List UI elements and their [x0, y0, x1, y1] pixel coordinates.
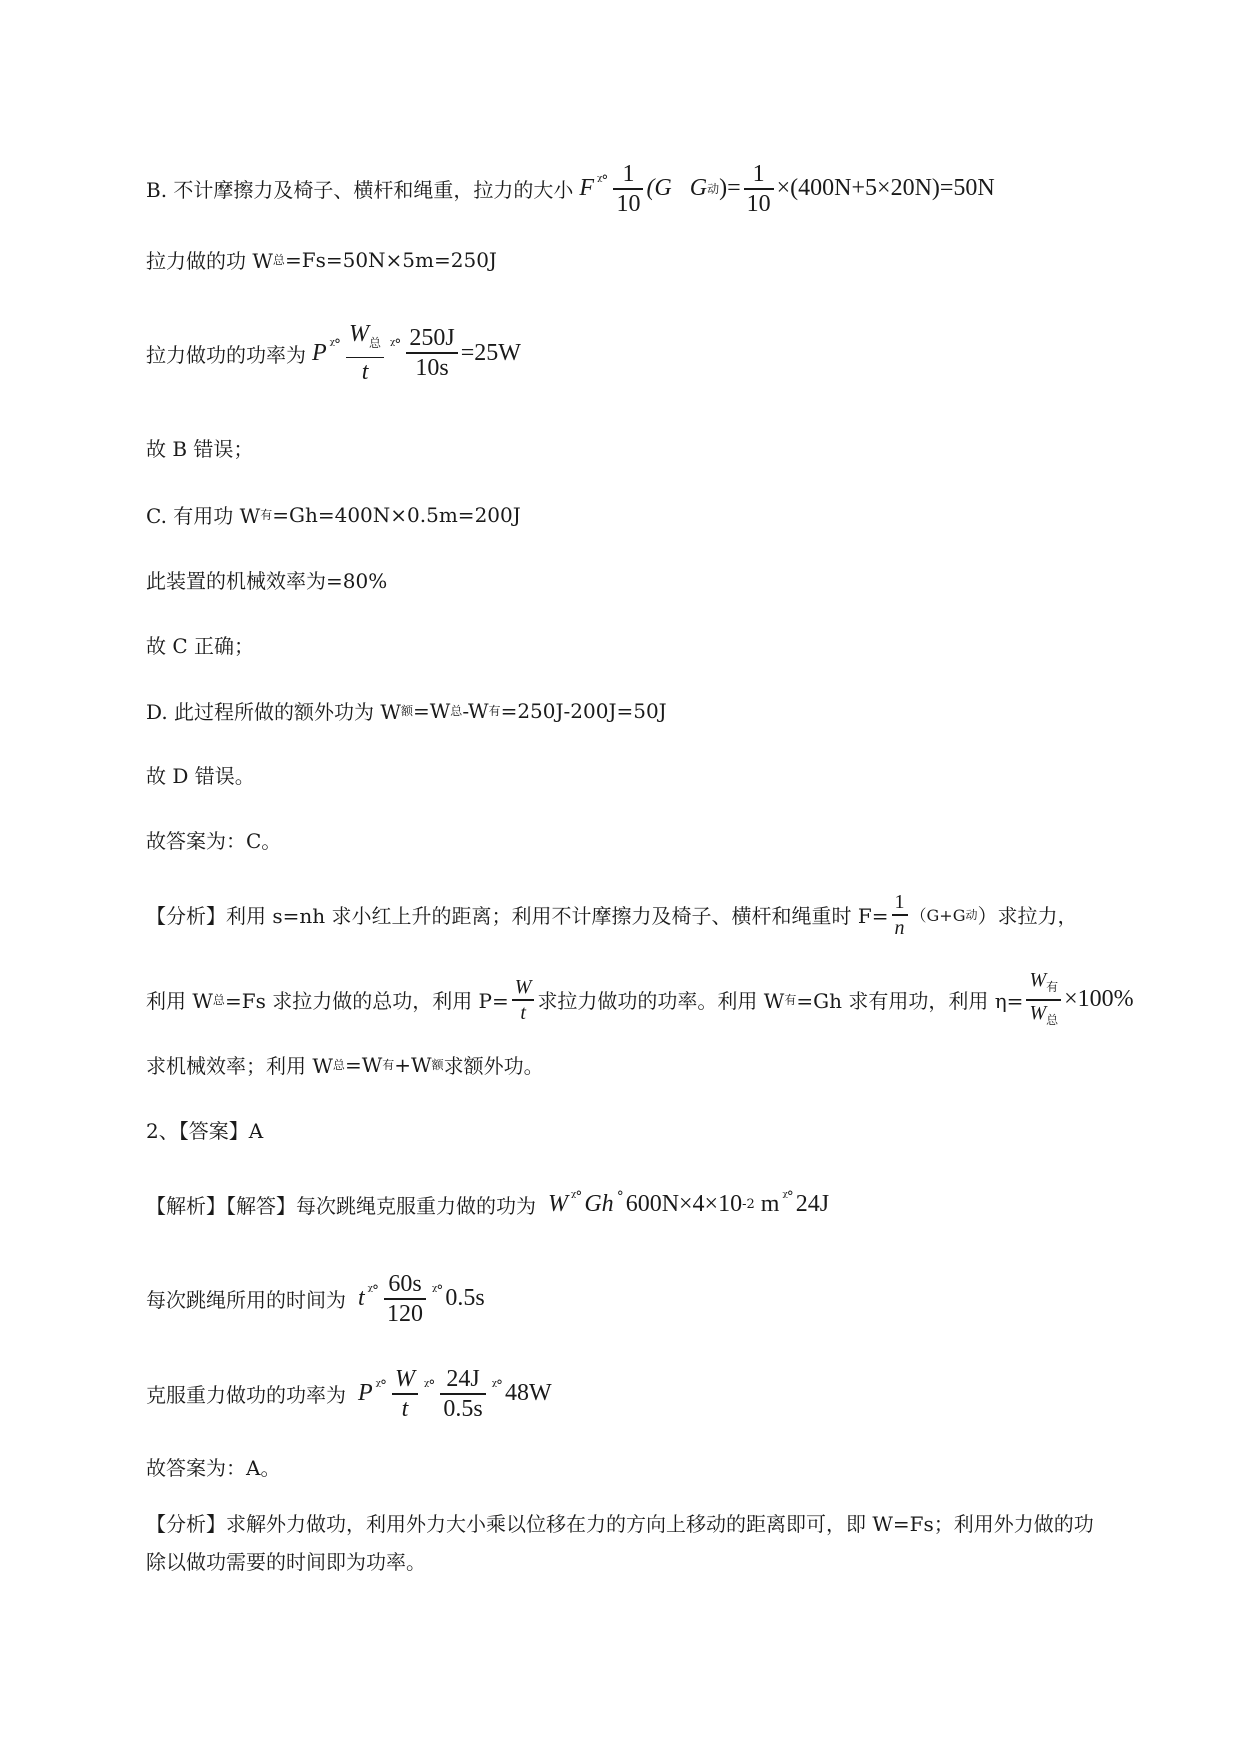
formula-text: )= — [719, 175, 741, 202]
work-text: 拉力做的功 W — [146, 249, 273, 273]
formula-text: 48W — [505, 1380, 552, 1407]
solution-text: 【解析】【解答】每次跳绳克服重力做的功为 — [146, 1194, 536, 1218]
subscript: 总 — [272, 253, 285, 267]
formula-symbol: ᵡ° — [329, 337, 341, 354]
fraction — [613, 160, 643, 218]
formula-P: P — [358, 1380, 373, 1407]
subscript: 额 — [400, 704, 413, 718]
analysis-text: （G+G — [910, 906, 966, 926]
formula-Gh: Gh — [584, 1191, 614, 1217]
fraction-denominator — [1026, 1001, 1061, 1032]
formula-symbol: ᵡ° — [375, 1377, 387, 1394]
d-text: -W — [462, 698, 489, 723]
formula-text: =25W — [460, 339, 521, 366]
final-analysis-paragraph: 【分析】求解外力做功，利用外力大小乘以位移在力的方向上移动的距离即可，即 W=Fs；利用外力做的功除以做功需要的时间即为功率。 — [146, 1512, 1094, 1574]
formula-symbol: ᵡ° — [432, 1282, 443, 1299]
fraction-denominator: 0.5s — [443, 1395, 483, 1422]
time-line — [146, 1270, 485, 1328]
subscript: 有 — [382, 1058, 395, 1072]
formula-symbol: ° — [616, 1188, 623, 1205]
subscript: 额 — [431, 1058, 444, 1072]
fraction — [440, 1365, 485, 1423]
formula-symbol: ᵡ° — [390, 337, 401, 354]
formula-symbol: ᵡ° — [571, 1188, 582, 1205]
analysis-text: ）求拉力， — [977, 904, 1078, 929]
subscript: 总 — [212, 993, 225, 1008]
subscript: 有 — [784, 993, 797, 1008]
c-text: C. 有用功 W — [146, 504, 261, 528]
subscript: 总 — [332, 1058, 345, 1072]
formula-symbol: ᵡ° — [597, 172, 608, 189]
superscript: -2 — [742, 1197, 755, 1212]
analysis-text: 利用 W — [146, 989, 213, 1014]
d-wrong-line: 故 D 错误。 — [146, 764, 255, 788]
fraction — [892, 890, 908, 940]
formula-text: (G G — [646, 175, 708, 202]
fraction-denominator: 10 — [746, 190, 771, 217]
work-line — [146, 245, 497, 274]
power2-text: 克服重力做功的功率为 — [146, 1383, 346, 1408]
analysis-line-3 — [146, 1050, 544, 1079]
q2-solution-line — [146, 1190, 829, 1219]
fraction-numerator — [1026, 968, 1061, 999]
fraction — [392, 1365, 418, 1423]
answer-c-line: 故答案为：C。 — [146, 829, 282, 853]
q2-answer-line: 2、【答案】A — [146, 1119, 264, 1143]
formula-text: 0.5s — [445, 1285, 485, 1312]
c-tail: =Gh=400N×0.5m=200J — [272, 502, 521, 527]
subscript: 有 — [488, 704, 501, 718]
fraction — [744, 160, 774, 218]
d-line — [146, 696, 667, 725]
option-b-line — [146, 160, 995, 218]
fraction — [384, 1270, 426, 1328]
formula-text: 600N×4×10 — [625, 1191, 743, 1217]
numerator-W: W — [1029, 969, 1047, 991]
formula-symbol: ᵡ° — [424, 1377, 435, 1394]
subscript: 动 — [965, 908, 978, 923]
subscript: 有 — [1046, 980, 1059, 994]
analysis-text: 求拉力做功的功率。利用 W — [537, 989, 785, 1014]
formula-F: F — [579, 175, 595, 202]
analysis-text: 求机械效率；利用 W — [146, 1054, 333, 1078]
subscript: 动 — [707, 182, 720, 197]
fraction — [406, 324, 457, 382]
fraction-denominator: 10s — [415, 354, 449, 381]
fraction-numerator: 60s — [388, 1271, 422, 1297]
fraction-denominator: t — [361, 359, 369, 386]
fraction-numerator: 1 — [894, 891, 905, 913]
subscript: 总 — [450, 704, 463, 718]
efficiency-line: 此装置的机械效率为=80% — [146, 569, 388, 593]
fraction — [512, 975, 535, 1025]
power2-line — [146, 1365, 552, 1423]
fraction-denominator: 10 — [616, 190, 641, 217]
fraction — [1026, 968, 1061, 1032]
power-line — [146, 320, 521, 386]
option-b-text: B. 不计摩擦力及椅子、横杆和绳重，拉力的大小 — [146, 178, 574, 203]
fraction-denominator: t — [520, 1001, 526, 1024]
analysis-text: 求额外功。 — [443, 1054, 544, 1078]
fraction — [346, 320, 384, 386]
d-text: =W — [412, 698, 451, 723]
b-wrong-line: 故 B 错误； — [146, 437, 254, 461]
numerator-W: W — [349, 321, 370, 347]
formula-symbol: ᵡ° — [782, 1188, 793, 1205]
analysis-text: =Fs 求拉力做的总功，利用 P= — [224, 989, 509, 1014]
fraction-numerator: 24J — [446, 1366, 480, 1392]
fraction-numerator: 1 — [622, 161, 635, 187]
c-line — [146, 500, 521, 529]
analysis-text: =W — [344, 1052, 383, 1077]
fraction-numerator: 1 — [752, 161, 765, 187]
formula-W: W — [548, 1191, 568, 1217]
answer-a-line: 故答案为：A。 — [146, 1456, 281, 1480]
formula-symbol: ᵡ° — [491, 1377, 503, 1394]
subscript: 总 — [369, 335, 382, 350]
formula-text: ×(400N+5×20N)=50N — [776, 175, 995, 202]
subscript: 总 — [1046, 1012, 1059, 1027]
formula-text: ×100% — [1064, 986, 1134, 1013]
formula-t: t — [358, 1285, 365, 1312]
analysis-text: 【分析】利用 s=nh 求小红上升的距离；利用不计摩擦力及椅子、横杆和绳重时 F= — [146, 904, 889, 929]
formula-text: 24J — [795, 1191, 830, 1217]
d-text: =250J-200J=50J — [500, 698, 667, 723]
formula-P: P — [312, 339, 327, 366]
power-text: 拉力做功的功率为 — [146, 342, 306, 367]
formula-symbol: ᵡ° — [367, 1282, 379, 1299]
fraction-numerator: 250J — [409, 325, 455, 352]
c-right-line: 故 C 正确； — [146, 634, 255, 658]
work-text-tail: =Fs=50N×5m=250J — [284, 247, 497, 272]
fraction-denominator: t — [401, 1395, 409, 1422]
time-text: 每次跳绳所用的时间为 — [146, 1288, 346, 1313]
fraction-numerator: W — [395, 1366, 416, 1392]
analysis-text: =Gh 求有用功，利用 η= — [796, 989, 1024, 1014]
fraction-numerator: W — [514, 976, 532, 998]
formula-text: m — [754, 1191, 780, 1217]
subscript: 有 — [260, 508, 273, 522]
d-text: D. 此过程所做的额外功为 W — [146, 700, 401, 724]
fraction-numerator — [346, 320, 384, 357]
denominator-W: W — [1029, 1001, 1047, 1024]
analysis-line-1 — [146, 890, 1078, 940]
analysis-line-2 — [146, 968, 1134, 1032]
analysis-text: +W — [394, 1052, 432, 1077]
fraction-denominator: n — [894, 916, 905, 939]
fraction-denominator: 120 — [387, 1300, 424, 1327]
